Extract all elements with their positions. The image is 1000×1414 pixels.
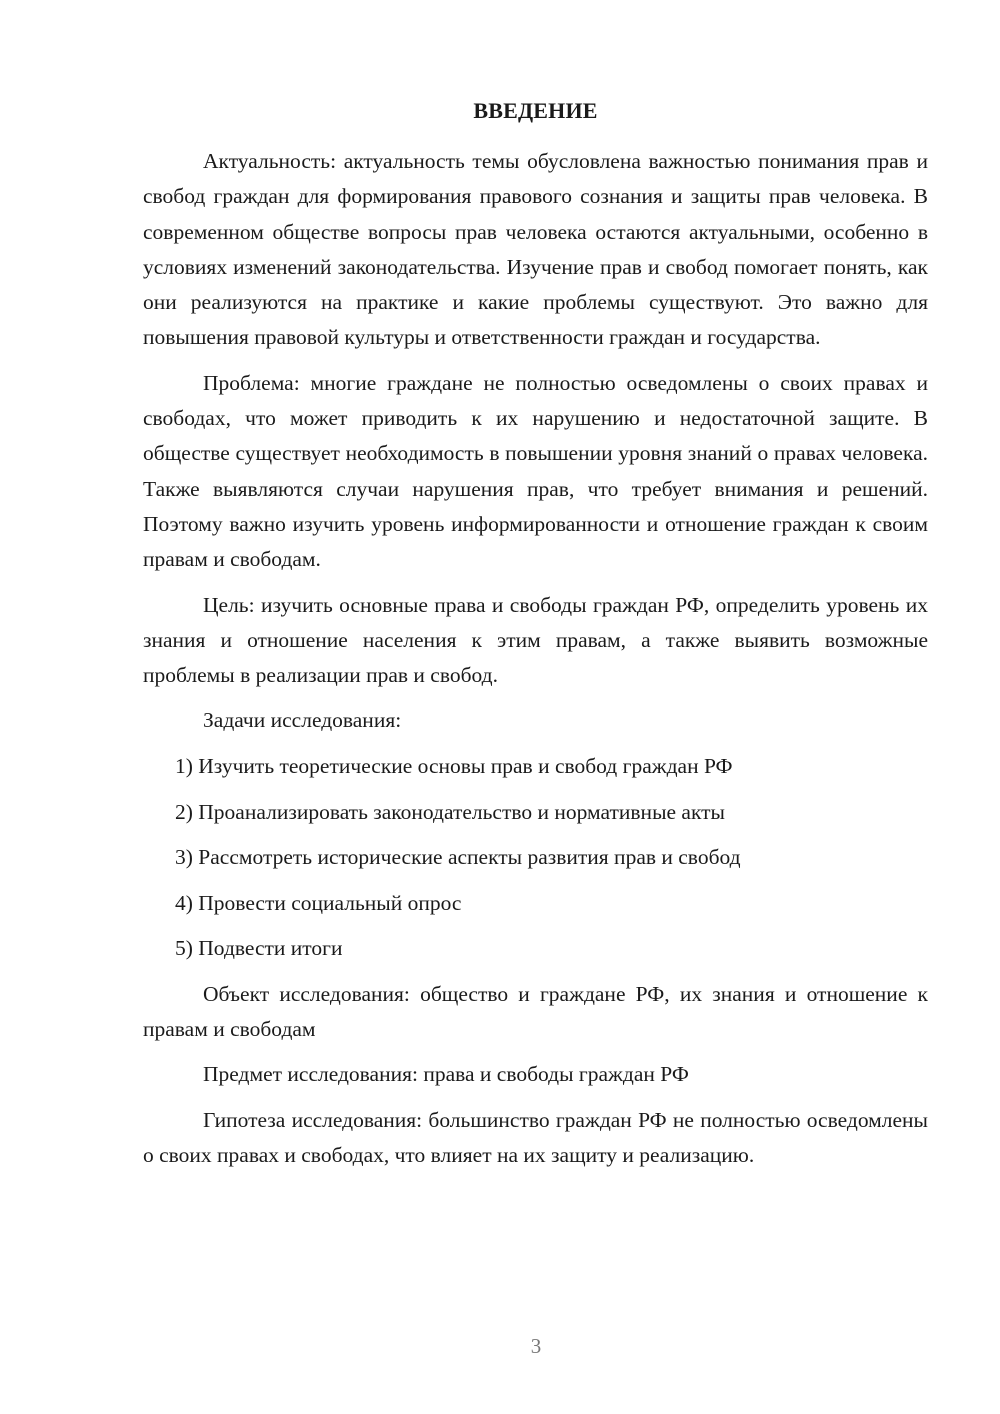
task-item-3: 3) Рассмотреть исторические аспекты развития прав и свобод [175,845,741,870]
tasks-heading: Задачи исследования: [203,708,402,733]
paragraph-relevance: Актуальность: актуальность темы обусловлена важностью понимания прав и свобод граждан для формирования правового сознания и защиты прав человека. В современном обществе вопросы прав человека остаются актуальными, особенно в условиях изменений законодательства. Изучение прав и свобод помогает понять, как они реализуются на практике и какие проблемы существуют. Это важно для повышения правовой культуры и ответственности граждан и государства. [143,149,928,350]
page-title: ВВЕДЕНИЕ [473,98,598,123]
paragraph-problem: Проблема: многие граждане не полностью осведомлены о своих правах и свободах, что может приводить к их нарушению и недостаточной защите. В обществе существует необходимость в повышении уровня знаний о правах человека. Также выявляются случаи нарушения прав, что требует внимания и решений. Поэтому важно изучить уровень информированности и отношение граждан к своим правам и свободам. [143,370,928,572]
paragraph-object: Объект исследования: общество и граждане РФ, их знания и отношение к правам и свободам [143,981,928,1042]
task-item-4: 4) Провести социальный опрос [175,890,462,915]
task-item-1: 1) Изучить теоретические основы прав и свобод граждан РФ [175,754,733,779]
page-number: 3 [530,1334,542,1358]
paragraph-goal: Цель: изучить основные права и свободы граждан РФ, определить уровень их знания и отношение населения к этим правам, а также выявить возможные проблемы в реализации прав и свобод. [143,592,928,688]
task-item-2: 2) Проанализировать законодательство и нормативные акты [175,799,725,824]
paragraph-subject: Предмет исследования: права и свободы граждан РФ [203,1062,689,1087]
document-page [143,96,928,1173]
paragraph-hypothesis: Гипотеза исследования: большинство граждан РФ не полностью осведомлены о своих правах и свободах, что влияет на их защиту и реализацию. [143,1107,928,1167]
task-item-5: 5) Подвести итоги [175,936,343,961]
